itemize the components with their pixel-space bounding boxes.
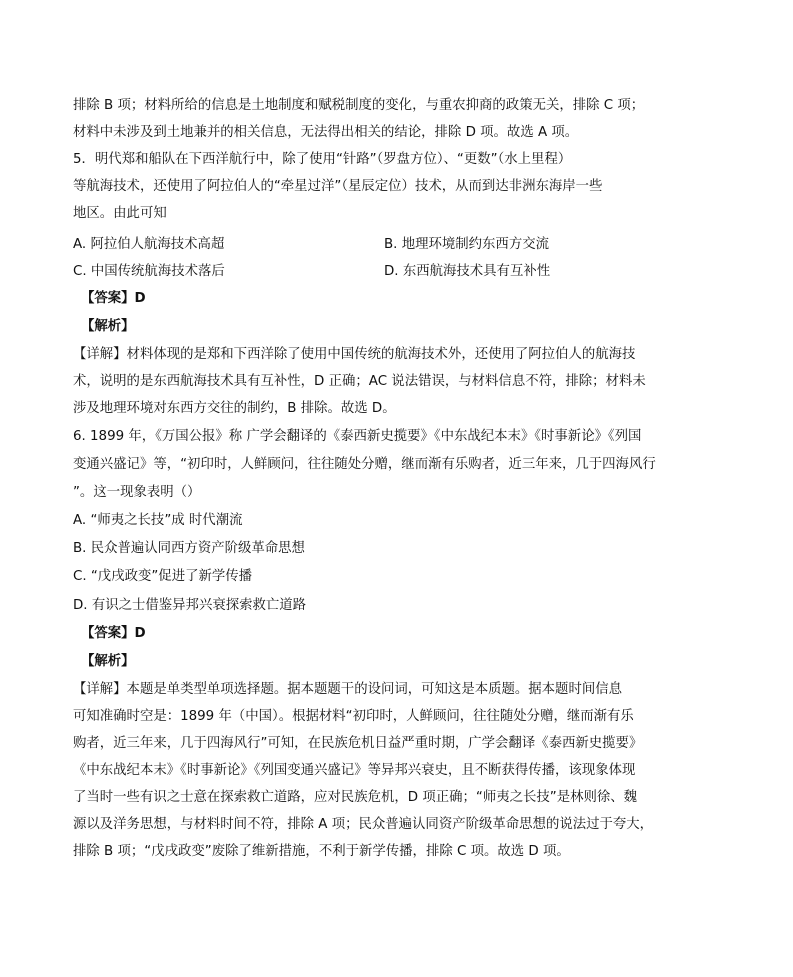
option-c: C. 中国传统航海技术落后 bbox=[73, 264, 225, 279]
analysis-label: 【解析】 bbox=[81, 319, 135, 334]
explanation-line: 了当时一些有识之士意在探索救亡道路，应对民族危机，D 项正确；“师夷之长技”是林则徐、魏 bbox=[73, 790, 638, 805]
answer-label: 【答案】D bbox=[81, 291, 146, 306]
explanation-line: 可知准确时空是：1899 年（中国）。根据材料“初印时，人鲜顾问，往往随处分赠，继而渐有乐 bbox=[73, 709, 634, 724]
option-a: A. 阿拉伯人航海技术高超 bbox=[73, 237, 225, 252]
option-b: B. 地理环境制约东西方交流 bbox=[384, 237, 549, 252]
option-d: D. 有识之士借鉴异邦兴衰探索救亡道路 bbox=[73, 598, 307, 613]
question-5-stem: 5．明代郑和船队在下西洋航行中，除了使用“针路”（罗盘方位）、“更数”（水上里程） bbox=[73, 152, 572, 167]
explanation-line: 排除 B 项；“戊戌政变”废除了维新措施，不利于新学传播，排除 C 项。故选 D 项。 bbox=[73, 844, 570, 859]
explanation-line: 术，说明的是东西航海技术具有互补性，D 正确；AC 说法错误，与材料信息不符，排除；材料未 bbox=[73, 374, 646, 389]
explanation-line: 涉及地理环境对东西方交往的制约，B 排除。故选 D。 bbox=[73, 401, 396, 416]
explanation-line: 购者，近三年来，几于四海风行”可知，在民族危机日益严重时期，广学会翻译《泰西新史揽要》 bbox=[73, 736, 643, 751]
option-c: C. “戊戌政变”促进了新学传播 bbox=[73, 569, 253, 584]
text-line: 材料中未涉及到土地兼并的相关信息，无法得出相关的结论，排除 D 项。故选 A 项。 bbox=[73, 125, 579, 140]
question-6-stem: 变通兴盛记》等，“初印时，人鲜顾问，往往随处分赠，继而渐有乐购者，近三年来，几于四海风行 bbox=[73, 457, 656, 472]
explanation-line: 源以及洋务思想，与材料时间不符，排除 A 项；民众普遍认同资产阶级革命思想的说法过于夸大， bbox=[73, 817, 654, 832]
option-d: D. 东西航海技术具有互补性 bbox=[384, 264, 551, 279]
explanation-line: 【详解】材料体现的是郑和下西洋除了使用中国传统的航海技术外，还使用了阿拉伯人的航海技 bbox=[73, 347, 636, 362]
analysis-label: 【解析】 bbox=[81, 654, 135, 669]
question-6-stem: ”。这一现象表明（） bbox=[73, 485, 201, 500]
explanation-line: 《中东战纪本末》《时事新论》《列国变通兴盛记》等异邦兴衰史，且不断获得传播，该现象体现 bbox=[73, 763, 636, 778]
question-6-stem: 6. 1899 年，《万国公报》称 广学会翻译的《泰西新史揽要》《中东战纪本末》《时事新论》《列国 bbox=[73, 429, 642, 444]
answer-label: 【答案】D bbox=[81, 626, 146, 641]
text-line: 排除 B 项；材料所给的信息是土地制度和赋税制度的变化，与重农抑商的政策无关，排除 C 项； bbox=[73, 98, 645, 113]
option-a: A. “师夷之长技”成 时代潮流 bbox=[73, 513, 243, 528]
explanation-line: 【详解】本题是单类型单项选择题。据本题题干的设问词，可知这是本质题。据本题时间信息 bbox=[73, 682, 623, 697]
question-5-stem: 地区。由此可知 bbox=[73, 206, 167, 221]
question-5-stem: 等航海技术，还使用了阿拉伯人的“牵星过洋”（星辰定位）技术，从而到达非洲东海岸一些 bbox=[73, 179, 603, 194]
option-b: B. 民众普遍认同西方资产阶级革命思想 bbox=[73, 541, 305, 556]
